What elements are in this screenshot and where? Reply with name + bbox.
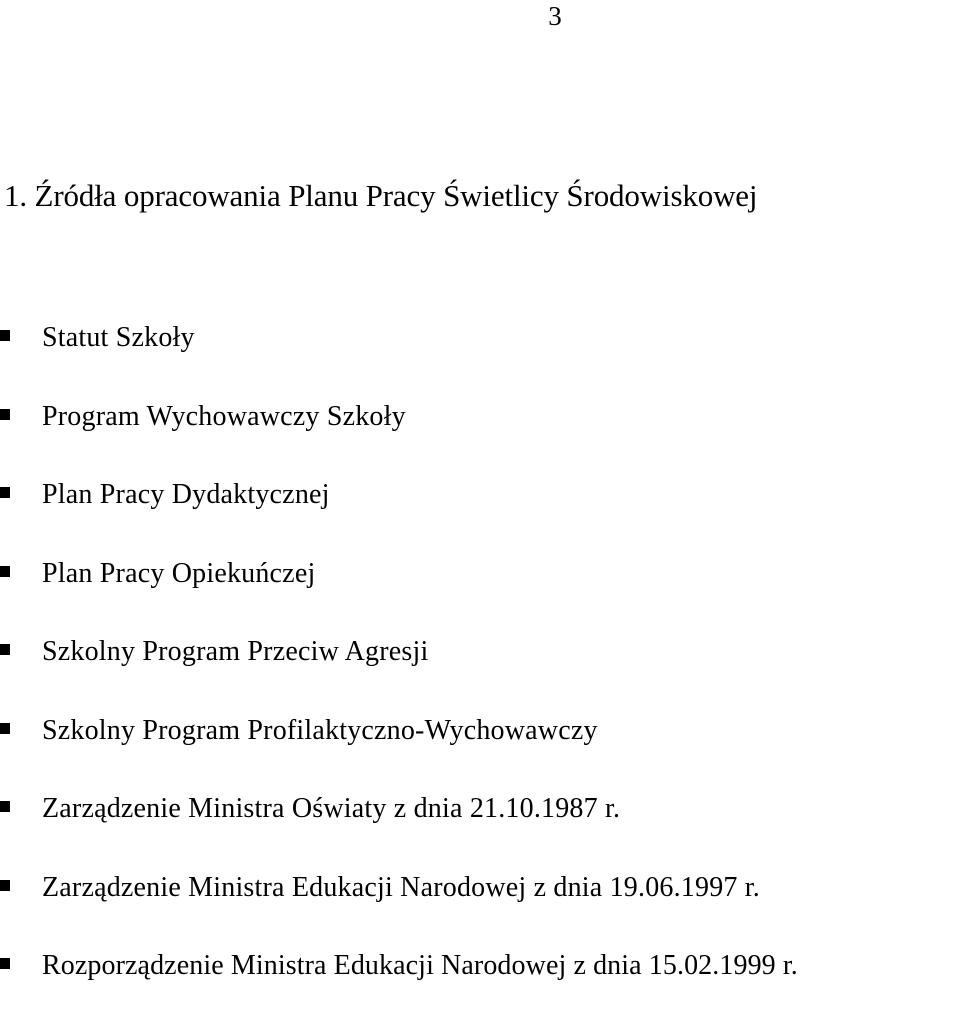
page-number: 3 — [548, 1, 562, 31]
square-bullet-icon — [0, 801, 10, 812]
list-item — [0, 946, 960, 1025]
square-bullet-icon — [0, 409, 10, 420]
list-item-text: Plan Pracy Opiekuńczej — [42, 557, 316, 589]
square-bullet-icon — [0, 330, 10, 341]
square-bullet-icon — [0, 880, 10, 891]
sources-list — [0, 318, 960, 1025]
square-bullet-icon — [0, 566, 10, 577]
square-bullet-icon — [0, 487, 10, 498]
square-bullet-icon — [0, 958, 10, 969]
square-bullet-icon — [0, 644, 10, 655]
list-item — [0, 868, 960, 947]
list-item-text: Rozporządzenie Ministra Edukacji Narodowej z dnia 15.02.1999 r. — [42, 950, 798, 981]
list-item-text: Zarządzenie Ministra Edukacji Narodowej z dnia 19.06.1997 r. — [42, 871, 760, 903]
list-item — [0, 318, 960, 397]
list-item-text: Szkolny Program Przeciw Agresji — [42, 636, 429, 667]
list-item — [0, 554, 960, 633]
section-heading: 1. Źródła opracowania Planu Pracy Świetlicy Środowiskowej — [4, 178, 758, 213]
list-item — [0, 475, 960, 554]
list-item-text: Statut Szkoły — [42, 322, 195, 353]
square-bullet-icon — [0, 723, 10, 734]
list-item — [0, 397, 960, 476]
list-item — [0, 711, 960, 790]
list-item-text: Program Wychowawczy Szkoły — [42, 400, 406, 432]
list-item — [0, 789, 960, 868]
list-item-text: Szkolny Program Profilaktyczno-Wychowawczy — [42, 714, 598, 746]
list-item-text: Zarządzenie Ministra Oświaty z dnia 21.10.1987 r. — [42, 793, 621, 824]
list-item-text: Plan Pracy Dydaktycznej — [42, 479, 330, 510]
list-item — [0, 632, 960, 711]
